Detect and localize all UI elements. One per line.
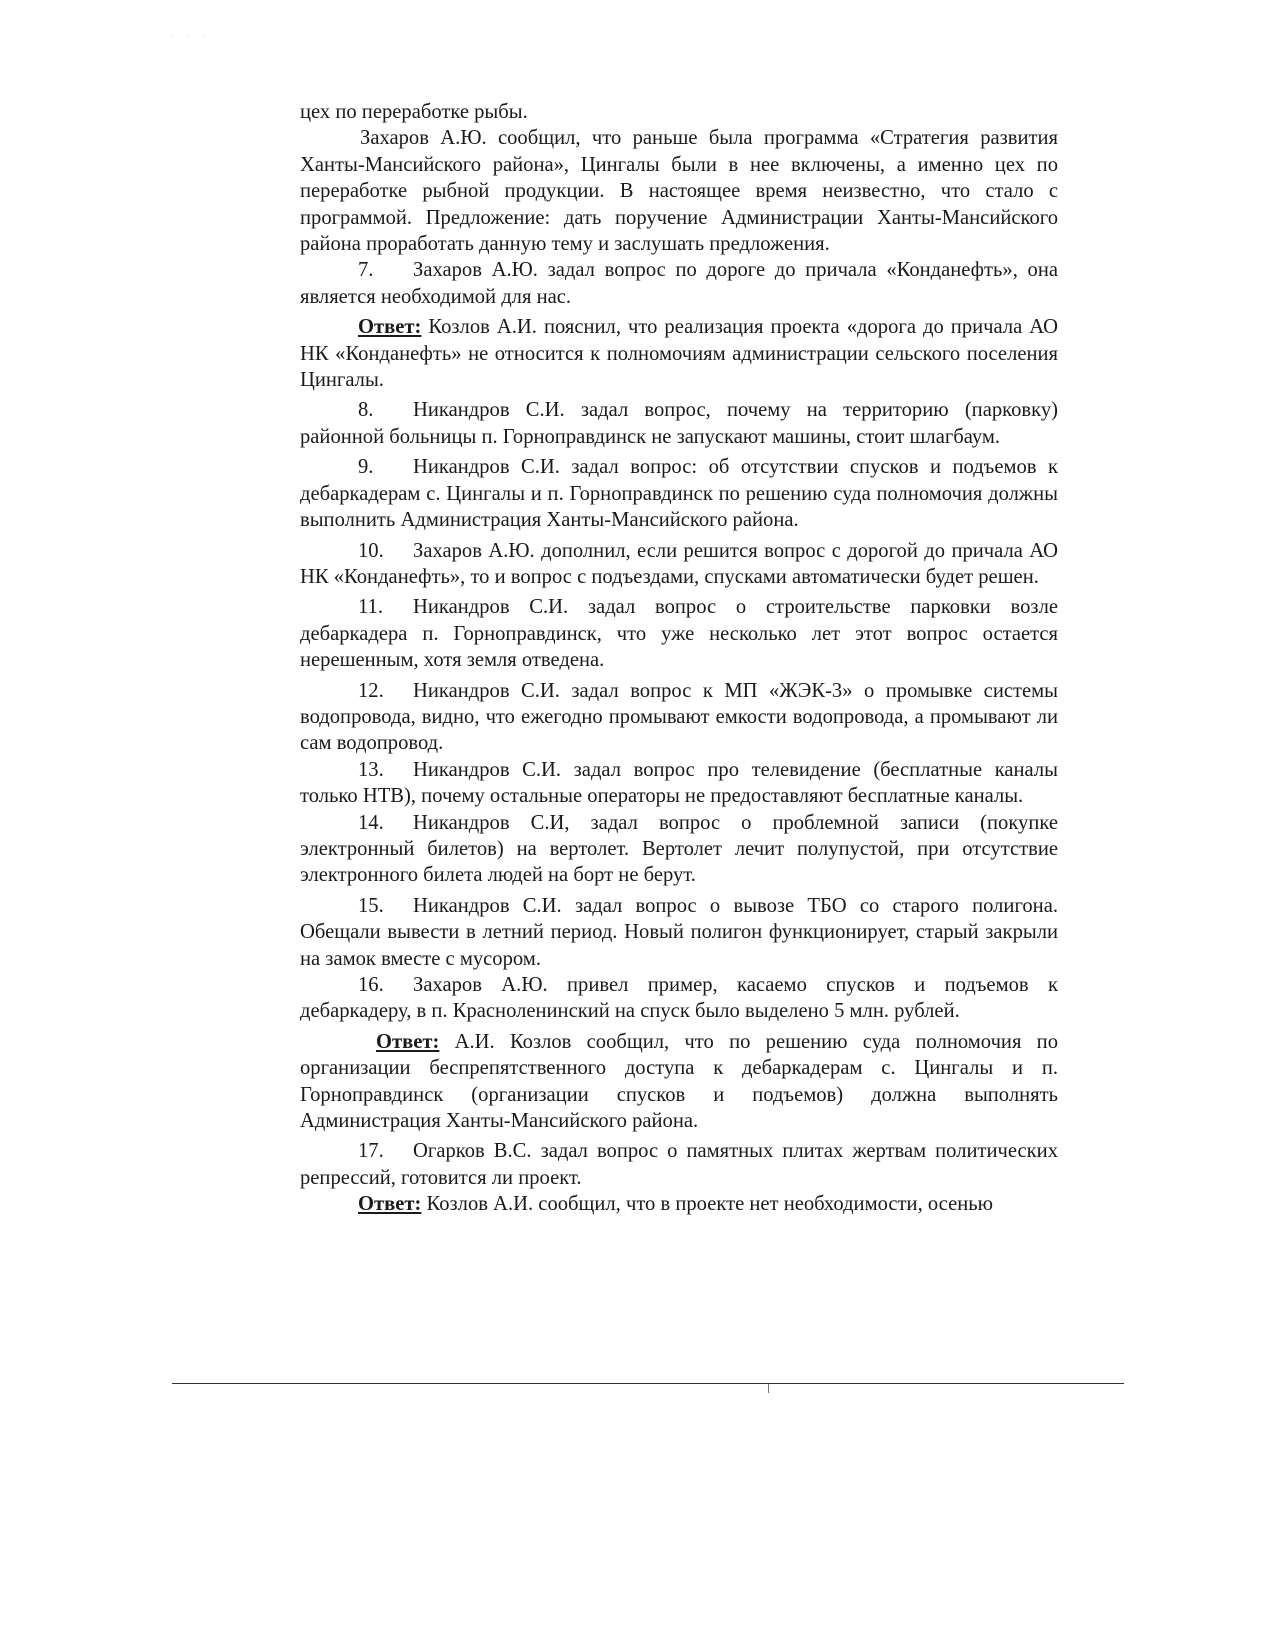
item-text: Никандров С.И. задал вопрос: об отсутствии спусков и подъемов к дебаркадерам с. Цингалы и п. Горноправдинск по решению суда полномочия должны выполнить Администрация Ханты-Мансийского района. <box>300 456 1058 532</box>
item-number: 13. <box>358 758 384 781</box>
answer-text: Козлов А.И. пояснил, что реализация проекта «дорога до причала АО НК «Конданефть» не относится к полномочиям администрации сельского поселения Цингалы. <box>300 316 1058 392</box>
item-number: 14. <box>358 811 384 834</box>
answer-label: Ответ: <box>358 1193 422 1216</box>
paragraph-continuation: цех по переработке рыбы. <box>300 101 528 123</box>
item-text: Захаров А.Ю. задал вопрос по дороге до причала «Конданефть», она является необходимой для нас. <box>300 259 1058 308</box>
item-text: Никандров С.И. задал вопрос к МП «ЖЭК-3» о промывке системы водопровода, видно, что ежегодно промывают емкости водопровода, а промывают ли сам водопровод. <box>300 679 1058 755</box>
item-number: 7. <box>358 259 374 282</box>
footer-divider <box>172 1383 1124 1384</box>
answer-text: Козлов А.И. сообщил, что в проекте нет необходимости, осенью <box>421 1193 994 1216</box>
item-14 <box>300 810 1058 889</box>
item-number: 15. <box>358 894 384 917</box>
item-text: Никандров С.И, задал вопрос о проблемной записи (покупке электронный билетов) на вертолет. Вертолет лечит полупустой, при отсутствие электронного билета людей на борт не берут. <box>300 811 1058 887</box>
item-text: Захаров А.Ю. дополнил, если решится вопрос с дорогой до причала АО НК «Конданефть», то и вопрос с подъездами, спусками автоматически будет решен. <box>300 539 1058 588</box>
item-text: Захаров А.Ю. привел пример, касаемо спусков и подъемов к дебаркадеру, в п. Красноленинский на спуск было выделено 5 млн. рублей. <box>300 974 1058 1023</box>
item-text: Никандров С.И. задал вопрос, почему на территорию (парковку) районной больницы п. Горноправдинск не запускают машины, стоит шлагбаум. <box>300 399 1058 448</box>
item-10 <box>300 538 1058 591</box>
document-body <box>300 99 1058 1218</box>
scan-artifact: · · · <box>170 32 212 41</box>
item-number: 10. <box>358 539 384 562</box>
answer-16 <box>300 1029 1058 1135</box>
item-text: Никандров С.И. задал вопрос о строительстве парковки возле дебаркадера п. Горноправдинск, что уже несколько лет этот вопрос остается нерешенным, хотя земля отведена. <box>300 596 1058 672</box>
footer-tick-mark <box>768 1384 769 1393</box>
item-7 <box>300 257 1058 310</box>
answer-text: А.И. Козлов сообщил, что по решению суда полномочия по организации беспрепятственного доступа к дебаркадерам с. Цингалы и п. Горноправдинск (организации спусков и подъемов) должна выполнять Администрация Ханты-Мансийского района. <box>300 1030 1058 1133</box>
item-11 <box>300 594 1058 673</box>
answer-7 <box>300 314 1058 393</box>
item-15 <box>300 893 1058 972</box>
item-number: 11. <box>358 596 383 619</box>
item-12 <box>300 678 1058 757</box>
item-9 <box>300 454 1058 533</box>
item-number: 16. <box>358 974 384 996</box>
item-17 <box>300 1138 1058 1191</box>
item-text: Никандров С.И. задал вопрос о вывозе ТБО со старого полигона. Обещали вывести в летний период. Новый полигон функционирует, старый закрыли на замок вместе с мусором. <box>300 894 1058 970</box>
item-text: Огарков В.С. задал вопрос о памятных плитах жертвам политических репрессий, готовится ли проект. <box>300 1140 1058 1189</box>
item-16 <box>300 972 1058 1025</box>
item-8 <box>300 397 1058 450</box>
answer-17 <box>300 1191 1058 1217</box>
item-number: 17. <box>358 1140 384 1163</box>
item-number: 12. <box>358 679 384 702</box>
answer-label: Ответ: <box>376 1030 440 1053</box>
answer-label: Ответ: <box>358 316 422 339</box>
paragraph-zakharov-proposal: Захаров А.Ю. сообщил, что раньше была программа «Стратегия развития Ханты-Мансийского района», Цингалы были в нее включены, а именно цех по переработке рыбной продукции. В настоящее время неизвестно, что стало с программой. Предложение: дать поручение Администрации Ханты-Мансийского района проработать данную тему и заслушать предложения. <box>300 127 1058 256</box>
item-number: 9. <box>358 456 374 479</box>
item-text: Никандров С.И. задал вопрос про телевидение (бесплатные каналы только НТВ), почему остальные операторы не предоставляют бесплатные каналы. <box>300 758 1058 808</box>
item-number: 8. <box>358 399 374 422</box>
item-13 <box>300 757 1058 810</box>
